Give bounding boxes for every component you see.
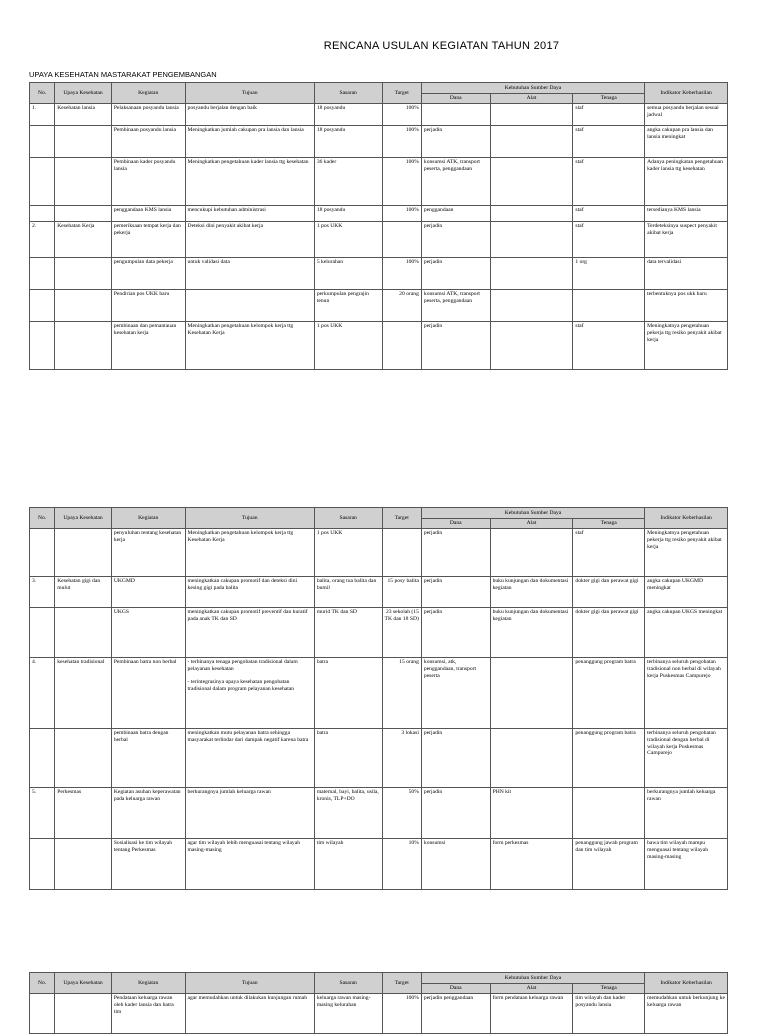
header-kebutuhan: Kebutuhan Sumber Daya [421, 973, 644, 984]
cell-kegiatan: pengumpulan data pekerja [111, 258, 185, 290]
table-row [30, 104, 728, 126]
cell-kegiatan: Pembinaan kader posyandu lansia [111, 158, 185, 206]
header-dana: Dana [421, 519, 490, 529]
cell-tujuan: Meningkatkan pengetahuan kelompok kerja ttg Kesehatan Kerja [185, 529, 314, 577]
cell-alat [490, 104, 573, 126]
cell-dana: perjadin [421, 322, 490, 370]
table-row [30, 529, 728, 577]
cell-no [30, 258, 55, 290]
header-tenaga: Tenaga [573, 984, 645, 994]
cell-tenaga [573, 290, 645, 322]
header-kegiatan: Kegiatan [111, 83, 185, 104]
cell-indikator: angka cakupan pra lansia dan lansia meningkat [645, 126, 728, 158]
header-alat: Alat [490, 94, 573, 104]
cell-kegiatan: Pembinaan posyandu lansia [111, 126, 185, 158]
cell-upaya: Perkesmas [55, 788, 112, 839]
cell-no [30, 608, 55, 658]
cell-sasaran: perkumpulan pengrajin tenun [314, 290, 382, 322]
cell-alat: buku kunjungan dan dokumentasi kegiatan [490, 608, 573, 658]
cell-sasaran: 18 posyandu [314, 104, 382, 126]
header-target: Target [382, 973, 421, 994]
cell-alat: form perkesmas [490, 839, 573, 890]
header-no: No. [30, 973, 55, 994]
cell-no: 3. [30, 577, 55, 608]
cell-target: 3 lokasi [382, 729, 421, 788]
cell-kegiatan: penyuluhan tentang kesehatan kerja [111, 529, 185, 577]
header-sasaran: Sasaran [314, 973, 382, 994]
cell-kegiatan: Pendataan keluarga rawan oleh kader lansia dan batra tim [111, 994, 185, 1034]
cell-sasaran: tim wilayah [314, 839, 382, 890]
table-row [30, 608, 728, 658]
cell-dana: perjadin [421, 788, 490, 839]
cell-dana: perjadin [421, 222, 490, 258]
header-target: Target [382, 83, 421, 104]
cell-sasaran: maternal, bayi, balita, usila, kronis, TLP+DO [314, 788, 382, 839]
cell-alat [490, 126, 573, 158]
cell-tenaga: penanggung program batra [573, 658, 645, 729]
cell-tenaga: penanggung program batra [573, 729, 645, 788]
cell-upaya [55, 994, 112, 1034]
header-sasaran: Sasaran [314, 83, 382, 104]
cell-alat [490, 729, 573, 788]
cell-upaya [55, 258, 112, 290]
table-row [30, 322, 728, 370]
header-tenaga: Tenaga [573, 519, 645, 529]
cell-upaya [55, 839, 112, 890]
cell-target: 23 sekolah (15 TK dan 18 SD) [382, 608, 421, 658]
cell-indikator: terbinanya seluruh pengobatan tradisional dengan herbal di wilayah kerja Puskesmas Campurejo [645, 729, 728, 788]
header-tenaga: Tenaga [573, 94, 645, 104]
cell-tenaga: tim wilayah dan kader posyandu lansia [573, 994, 645, 1034]
cell-dana: perjadin [421, 529, 490, 577]
cell-tujuan: Deteksi dini penyakit akibat kerja [185, 222, 314, 258]
cell-target: 100% [382, 206, 421, 222]
header-tujuan: Tujuan [185, 508, 314, 529]
cell-no [30, 322, 55, 370]
cell-sasaran: 18 posyandu [314, 206, 382, 222]
plan-table-3 [29, 972, 728, 1034]
cell-target: 100% [382, 126, 421, 158]
cell-alat [490, 258, 573, 290]
cell-alat: buku kunjungan dan dokumentasi kegiatan [490, 577, 573, 608]
table-row [30, 788, 728, 839]
cell-alat [490, 529, 573, 577]
cell-tenaga: staf [573, 222, 645, 258]
cell-tenaga: staf [573, 104, 645, 126]
cell-target: 10% [382, 839, 421, 890]
cell-tujuan: Meningkatkan jumlah cakupan pra lansia dan lansia [185, 126, 314, 158]
cell-upaya: Kesehatan lansia [55, 104, 112, 126]
cell-sasaran: batra [314, 729, 382, 788]
cell-tujuan: mencukupi kebutuhan administrasi [185, 206, 314, 222]
cell-alat [490, 158, 573, 206]
cell-indikator: Meningkatnya pengetahuan pekerja ttg resiko penyakit akibat kerja [645, 529, 728, 577]
document-title: RENCANA USULAN KEGIATAN TAHUN 2017 [323, 40, 560, 52]
plan-table-1 [29, 82, 728, 370]
header-sasaran: Sasaran [314, 508, 382, 529]
section-label: UPAYA KESEHATAN MASTARAKAT PENGEMBANGAN [29, 70, 217, 79]
cell-target: 100% [382, 104, 421, 126]
cell-tujuan: meningkatkan cakupan promotif dan deteksi dini kesing gigi pada balita [185, 577, 314, 608]
header-upaya: Upaya Kesehatan [55, 508, 112, 529]
cell-alat [490, 290, 573, 322]
cell-no: 5. [30, 788, 55, 839]
cell-upaya [55, 126, 112, 158]
cell-upaya [55, 529, 112, 577]
cell-sasaran: balita, orang tua balita dan bumil [314, 577, 382, 608]
cell-target: 15 orang [382, 658, 421, 729]
cell-indikator: angka cakupan UKGMD meningkat [645, 577, 728, 608]
cell-kegiatan: pembinaan batra dengan herbal [111, 729, 185, 788]
cell-upaya: kesehatan tradisional [55, 658, 112, 729]
cell-tujuan: meningkatkan mutu pelayanan batra sehingga masyarakat terlindar dari dampak negatif karena batra [185, 729, 314, 788]
cell-no: 4. [30, 658, 55, 729]
cell-tenaga: dokter gigi dan perawat gigi [573, 577, 645, 608]
table-row [30, 290, 728, 322]
cell-alat [490, 222, 573, 258]
cell-indikator: angka cakupan UKGS meningkat [645, 608, 728, 658]
cell-indikator: data tervalidasi [645, 258, 728, 290]
cell-indikator: terbinanya seluruh pengobatan tradisional non herbal di wilayah kerja Puskesmas Campurejo [645, 658, 728, 729]
cell-tenaga: dokter gigi dan perawat gigi [573, 608, 645, 658]
cell-alat [490, 322, 573, 370]
cell-target [382, 529, 421, 577]
cell-tenaga: penanggung jawab program dan tim wilayah [573, 839, 645, 890]
table-row [30, 839, 728, 890]
cell-kegiatan: UKGS [111, 608, 185, 658]
cell-indikator: tersedianya KMS lansia [645, 206, 728, 222]
cell-dana: konsumsi, atk, penggandaan, transport peserta [421, 658, 490, 729]
cell-target: 50% [382, 788, 421, 839]
cell-kegiatan: pembinaan dan pemantauan kesehatan kerja [111, 322, 185, 370]
plan-table-2 [29, 507, 728, 890]
cell-tenaga: staf [573, 529, 645, 577]
cell-kegiatan: Pelaksanaan posyandu lansia [111, 104, 185, 126]
cell-indikator: memudahkan untuk berkunjung ke keluarga rawan [645, 994, 728, 1034]
cell-no [30, 839, 55, 890]
cell-tenaga: 1 org [573, 258, 645, 290]
cell-kegiatan: pemeriksaan tempat kerja dan pekerja [111, 222, 185, 258]
header-kebutuhan: Kebutuhan Sumber Daya [421, 508, 644, 519]
cell-kegiatan: Kegiatan asuhan keperawatan pada keluarga rawan [111, 788, 185, 839]
cell-indikator: terbentuknya pos ukk baru [645, 290, 728, 322]
cell-no [30, 126, 55, 158]
cell-target: 15 posy balita [382, 577, 421, 608]
cell-dana: perjadin [421, 126, 490, 158]
cell-no [30, 729, 55, 788]
header-upaya: Upaya Kesehatan [55, 83, 112, 104]
cell-tujuan: - terbinanya tenaga pengobatan tradisional dalam pelayanan kesehatan - terintegrasinya upaya kesehatan pengobatan tradisional dalam program pelayanan kesehatan [185, 658, 314, 729]
table-row [30, 729, 728, 788]
cell-sasaran: 18 posyandu [314, 126, 382, 158]
cell-target: 20 orang [382, 290, 421, 322]
cell-sasaran: 1 pos UKK [314, 322, 382, 370]
cell-tujuan: agar memudahkan untuk dilakukan kunjungan rumah [185, 994, 314, 1034]
header-indikator: Indikator Keberhasilan [645, 508, 728, 529]
cell-upaya: Kesehatan gigi dan mulut [55, 577, 112, 608]
cell-alat [490, 206, 573, 222]
table-row [30, 258, 728, 290]
header-tujuan: Tujuan [185, 973, 314, 994]
cell-tujuan: Meningkatkan pengetahuan kader lansia ttg kesehatan [185, 158, 314, 206]
cell-dana [421, 104, 490, 126]
table-row [30, 158, 728, 206]
header-kegiatan: Kegiatan [111, 508, 185, 529]
cell-sasaran: 1 pos UKK [314, 529, 382, 577]
cell-dana: perjadin [421, 258, 490, 290]
cell-kegiatan: UKGMD [111, 577, 185, 608]
cell-dana: perjadin [421, 608, 490, 658]
cell-sasaran: 36 kader [314, 158, 382, 206]
cell-upaya: Kesehatan Kerja [55, 222, 112, 258]
cell-upaya [55, 322, 112, 370]
table-row [30, 126, 728, 158]
cell-no [30, 206, 55, 222]
cell-target [382, 222, 421, 258]
header-target: Target [382, 508, 421, 529]
cell-tenaga: staf [573, 206, 645, 222]
cell-sasaran: keluarga rawan masing-masing kelurahan [314, 994, 382, 1034]
cell-sasaran: murid TK dan SD [314, 608, 382, 658]
cell-alat [490, 658, 573, 729]
cell-tujuan: agar tim wilayah lebih menguasai tentang wilayah masing-masing [185, 839, 314, 890]
cell-indikator: bawa tim wilayah mampu menguasai tentang wilayah masing-masing [645, 839, 728, 890]
cell-dana: konsumsi [421, 839, 490, 890]
cell-tujuan [185, 290, 314, 322]
header-no: No. [30, 83, 55, 104]
cell-no [30, 994, 55, 1034]
cell-kegiatan: Sosialisasi ke tim wilayah tentang Perkesmas [111, 839, 185, 890]
cell-no [30, 529, 55, 577]
cell-sasaran: 5 kelurahan [314, 258, 382, 290]
cell-alat: PHN kit [490, 788, 573, 839]
table-row [30, 994, 728, 1034]
table-row [30, 222, 728, 258]
cell-dana: konsumsi ATK, transport peserta, penggandaan [421, 290, 490, 322]
cell-dana: perjadin [421, 577, 490, 608]
cell-dana: penggandaan [421, 206, 490, 222]
cell-kegiatan: penggandaan KMS lansia [111, 206, 185, 222]
cell-no [30, 290, 55, 322]
cell-tujuan: meningkatkan cakupan promotif preventif dan kuratif pada anak TK dan SD [185, 608, 314, 658]
table-row [30, 658, 728, 729]
cell-tujuan: untuk validasi data [185, 258, 314, 290]
header-dana: Dana [421, 94, 490, 104]
cell-target: 100% [382, 994, 421, 1034]
cell-kegiatan: Pendirian pos UKK baru [111, 290, 185, 322]
cell-alat: form pendataan keluarga rawan [490, 994, 573, 1034]
cell-tujuan: berkurangnya jumlah keluarga rawan [185, 788, 314, 839]
cell-no: 2. [30, 222, 55, 258]
cell-indikator: Meningkatnya pengetahuan pekerja ttg resiko penyakit akibat kerja [645, 322, 728, 370]
cell-target: 100% [382, 158, 421, 206]
header-kegiatan: Kegiatan [111, 973, 185, 994]
cell-upaya [55, 729, 112, 788]
cell-upaya [55, 608, 112, 658]
cell-no [30, 158, 55, 206]
cell-indikator: semua posyandu berjalan sesuai jadwal [645, 104, 728, 126]
header-alat: Alat [490, 984, 573, 994]
cell-sasaran: 1 pos UKK [314, 222, 382, 258]
header-no: No. [30, 508, 55, 529]
cell-upaya [55, 158, 112, 206]
header-indikator: Indikator Keberhasilan [645, 83, 728, 104]
header-tujuan: Tujuan [185, 83, 314, 104]
cell-tenaga [573, 788, 645, 839]
cell-tenaga: staf [573, 126, 645, 158]
header-upaya: Upaya Kesehatan [55, 973, 112, 994]
cell-tujuan: posyandu berjalan dengan baik [185, 104, 314, 126]
cell-no: 1. [30, 104, 55, 126]
cell-dana: perjadin [421, 729, 490, 788]
cell-sasaran: batra [314, 658, 382, 729]
table-row [30, 577, 728, 608]
cell-target: 100% [382, 258, 421, 290]
cell-upaya [55, 206, 112, 222]
cell-upaya [55, 290, 112, 322]
cell-indikator: Terdeteksinya suspect penyakit akibat kerja [645, 222, 728, 258]
cell-tenaga: staf [573, 158, 645, 206]
header-kebutuhan: Kebutuhan Sumber Daya [421, 83, 644, 94]
cell-tujuan: Meningkatkan pengetahuan kelompok kerja ttg Kesehatan Kerja [185, 322, 314, 370]
table-row [30, 206, 728, 222]
cell-kegiatan: Pembinaan batra non herbal [111, 658, 185, 729]
cell-indikator: Adanya peningkatan pengetahuan kader lansia ttg kesehatan [645, 158, 728, 206]
cell-tenaga: staf [573, 322, 645, 370]
header-indikator: Indikator Keberhasilan [645, 973, 728, 994]
cell-dana: konsumsi ATK, transport peserta, penggandaan [421, 158, 490, 206]
cell-indikator: berkurangnya jumlah keluarga rawan [645, 788, 728, 839]
cell-target [382, 322, 421, 370]
header-dana: Dana [421, 984, 490, 994]
cell-dana: perjadin penggandaan [421, 994, 490, 1034]
header-alat: Alat [490, 519, 573, 529]
